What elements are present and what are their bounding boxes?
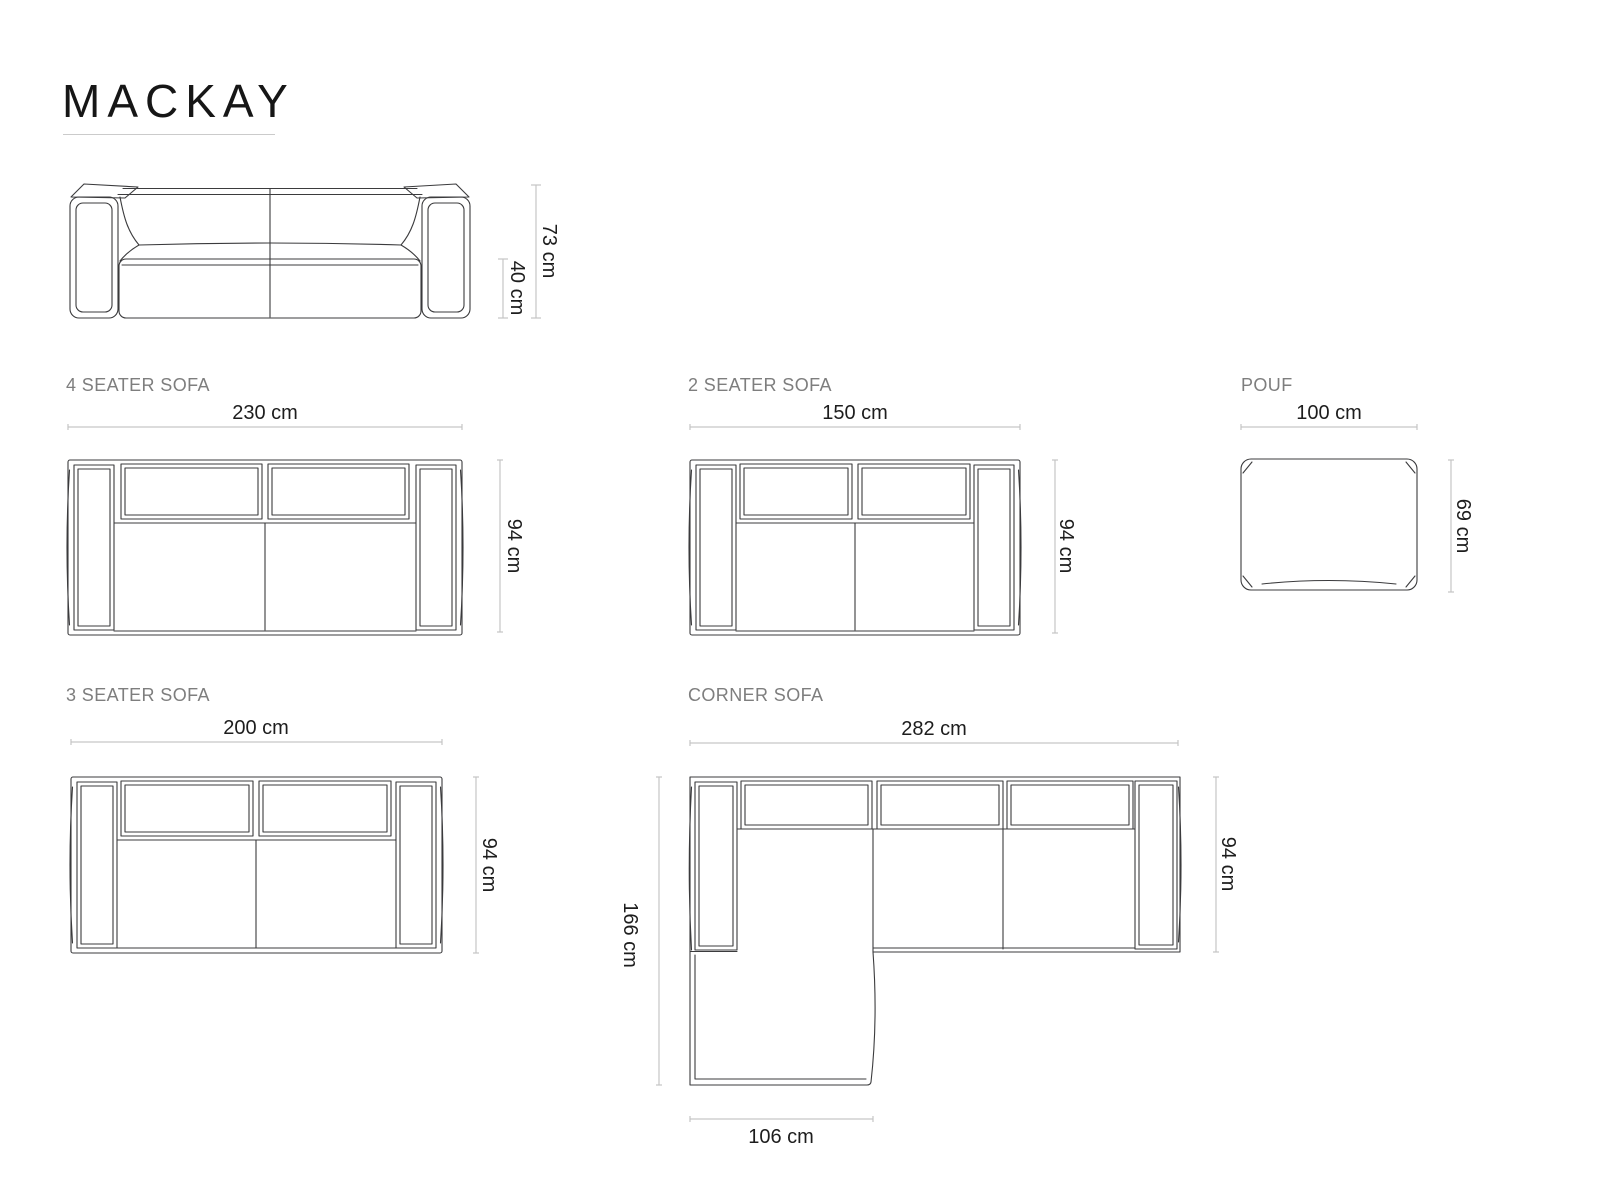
corner-left-armrest — [695, 782, 737, 950]
pouf-label: POUF — [1241, 375, 1293, 395]
three-seater-depth-value: 94 cm — [478, 837, 500, 893]
corner-sofa-outline — [690, 777, 1180, 1085]
front-right-arm-top — [404, 184, 469, 198]
corner-chaise-width-dim-line — [690, 1116, 873, 1122]
three-seater-width-dim-line — [71, 739, 442, 745]
corner-seat-lines — [690, 829, 1135, 952]
front-seat-height-value: 40 cm — [506, 260, 528, 316]
two-seater-dimension-lines — [690, 424, 1058, 633]
pouf-width-dim-line — [1241, 424, 1417, 430]
corner-sofa-label: CORNER SOFA — [688, 685, 824, 705]
sofa-front-view-drawing — [70, 184, 470, 318]
pouf-width-value: 100 cm — [1296, 402, 1362, 424]
front-left-arm-outer — [70, 197, 118, 318]
corner-chaise-inner-lines — [695, 955, 866, 1079]
three-seater-drawing — [70, 777, 443, 953]
pouf-corner-nicks — [1243, 462, 1415, 587]
three-seater-width-value: 200 cm — [223, 717, 289, 739]
front-right-arm-panel — [428, 203, 464, 312]
corner-back-cushions — [741, 781, 1133, 829]
corner-sofa-side-bows — [689, 787, 1181, 950]
four-seater-right-armrest — [416, 465, 456, 630]
two-seater-width-dim-line — [690, 424, 1020, 430]
three-seater-left-armrest — [77, 782, 117, 948]
pouf-outline — [1241, 459, 1417, 590]
pouf-bottom-seam — [1262, 581, 1396, 585]
pouf-depth-value: 69 cm — [1452, 498, 1474, 554]
pouf-drawing — [1241, 459, 1417, 590]
two-seater-drawing — [689, 460, 1021, 635]
three-seater-label: 3 SEATER SOFA — [66, 685, 210, 705]
four-seater-left-armrest — [74, 465, 114, 630]
four-seater-label: 4 SEATER SOFA — [66, 375, 210, 395]
page-title: MACKAY — [62, 75, 295, 127]
pouf-dimension-lines — [1241, 424, 1454, 592]
corner-chaise-width-value: 106 cm — [748, 1126, 814, 1148]
corner-length-value: 166 cm — [619, 902, 641, 968]
corner-width-dim-line — [690, 740, 1178, 746]
three-seater-back-cushions — [121, 781, 391, 836]
four-seater-seat-lines — [114, 523, 416, 631]
four-seater-back-cushions — [121, 464, 409, 519]
three-seater-seat-lines — [117, 840, 396, 948]
two-seater-seat-lines — [736, 523, 974, 631]
four-seater-width-value: 230 cm — [232, 402, 298, 424]
two-seater-left-armrest — [696, 465, 736, 630]
front-right-arm-outer — [422, 197, 470, 318]
three-seater-right-armrest — [396, 782, 436, 948]
corner-depth-value: 94 cm — [1217, 836, 1239, 892]
four-seater-dimension-lines — [68, 424, 503, 632]
two-seater-depth-value: 94 cm — [1055, 518, 1077, 574]
four-seater-depth-value: 94 cm — [503, 518, 525, 574]
four-seater-width-dim-line — [68, 424, 462, 430]
two-seater-width-value: 150 cm — [822, 402, 888, 424]
title-underline — [63, 134, 275, 135]
corner-sofa-drawing — [689, 777, 1181, 1085]
four-seater-drawing — [67, 460, 463, 635]
two-seater-right-armrest — [974, 465, 1014, 630]
front-total-height-value: 73 cm — [538, 223, 560, 279]
front-left-arm-panel — [76, 203, 112, 312]
corner-right-armrest — [1135, 781, 1177, 949]
corner-length-dim-line — [656, 777, 662, 1085]
three-seater-dimension-lines — [71, 739, 479, 953]
corner-width-value: 282 cm — [901, 718, 967, 740]
front-left-arm-top — [71, 184, 138, 198]
two-seater-back-cushions — [740, 464, 970, 519]
two-seater-label: 2 SEATER SOFA — [688, 375, 832, 395]
